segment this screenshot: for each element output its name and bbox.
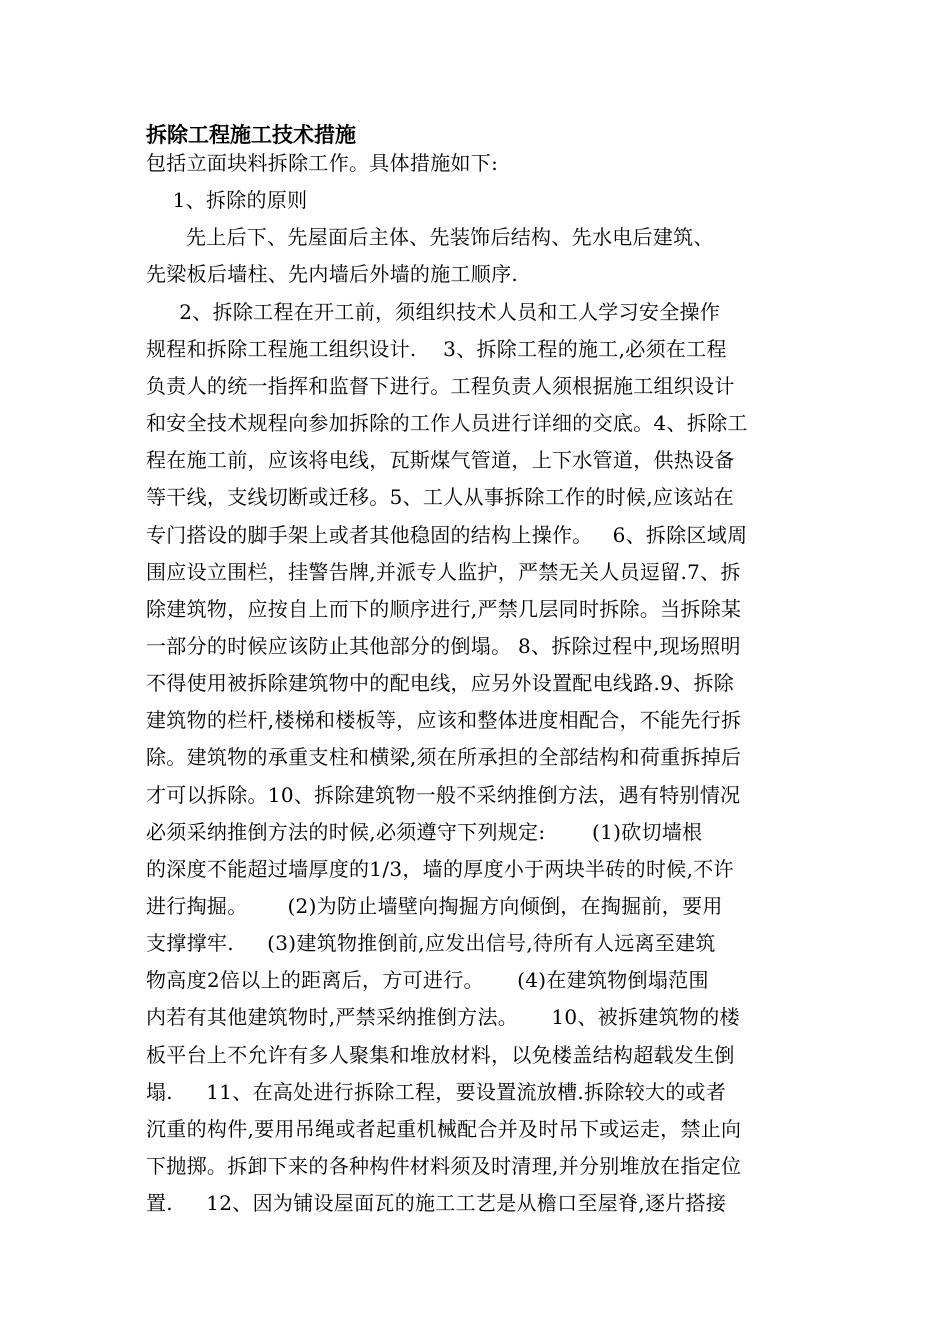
body-line: 除。建筑物的承重支柱和横梁,须在所承担的全部结构和荷重拆掉后: [146, 745, 742, 770]
body-line: 2、拆除工程在开工前，须组织技术人员和工人学习安全操作: [146, 299, 721, 324]
body-line: 规程和拆除工程施工组织设计. 3、拆除工程的施工,必须在工程: [146, 336, 727, 361]
body-line: 包括立面块料拆除工作。具体措施如下:: [146, 151, 499, 175]
body-line: 等干线，支线切断或迁移。5、工人从事拆除工作的时候,应该站在: [146, 485, 735, 510]
body-line: 下抛掷。拆卸下来的各种构件材料须及时清理,并分别堆放在指定位: [146, 1154, 742, 1179]
body-line: 程在施工前，应该将电线，瓦斯煤气管道，上下水管道，供热设备: [146, 448, 735, 473]
body-line: 1、拆除的原则: [146, 188, 308, 213]
body-line: 进行掏掘。 (2)为防止墙壁向掏掘方向倾倒，在掏掘前，要用: [146, 894, 723, 918]
body-line: 一部分的时候应该防止其他部分的倒塌。 8、拆除过程中,现场照明: [146, 633, 741, 658]
body-line: 物高度2倍以上的距离后，方可进行。 (4)在建筑物倒塌范围: [146, 968, 709, 993]
body-line: 和安全技术规程向参加拆除的工作人员进行详细的交底。4、拆除工: [146, 411, 748, 436]
body-line: 围应设立围栏，挂警告牌,并派专人监护，严禁无关人员逗留.7、拆: [146, 559, 741, 584]
body-line: 不得使用被拆除建筑物中的配电线，应另外设置配电线路.9、拆除: [146, 671, 735, 696]
body-line: 的深度不能超过墙厚度的1/3，墙的厚度小于两块半砖的时候,不许: [146, 856, 734, 881]
body-line: 除建筑物，应按自上而下的顺序进行,严禁几层同时拆除。当拆除某: [146, 596, 742, 621]
body-line: 先上后下、先屋面后主体、先装饰后结构、先水电后建筑、: [146, 225, 714, 250]
body-line: 置. 12、因为铺设屋面瓦的施工工艺是从檐口至屋脊,逐片搭接: [146, 1191, 727, 1216]
body-line: 才可以拆除。10、拆除建筑物一般不采纳推倒方法，遇有特别情况: [146, 782, 741, 807]
body-line: 支撑撑牢. (3)建筑物推倒前,应发出信号,待所有人远离至建筑: [146, 931, 716, 956]
body-line: 塌. 11、在高处进行拆除工程，要设置流放槽.拆除较大的或者: [146, 1079, 727, 1104]
body-line: 板平台上不允许有多人聚集和堆放材料，以免楼盖结构超载发生倒: [146, 1042, 735, 1067]
body-line: 沉重的构件,要用吊绳或者起重机械配合并及时吊下或运走，禁止向: [146, 1116, 742, 1141]
body-line: 专门搭设的脚手架上或者其他稳固的结构上操作。 6、拆除区域周: [146, 522, 748, 547]
body-line: 先梁板后墙柱、先内墙后外墙的施工顺序.: [146, 262, 519, 287]
body-line: 内若有其他建筑物时,严禁采纳推倒方法。 10、被拆建筑物的楼: [146, 1005, 740, 1030]
body-line: 必须采纳推倒方法的时候,必须遵守下列规定: (1)砍切墙根: [146, 819, 703, 844]
body-line: 负责人的统一指挥和监督下进行。工程负责人须根据施工组织设计: [146, 373, 735, 398]
document-title: 拆除工程施工技术措施: [146, 122, 356, 147]
body-line: 建筑物的栏杆,楼梯和楼板等，应该和整体进度相配合，不能先行拆: [146, 708, 742, 733]
